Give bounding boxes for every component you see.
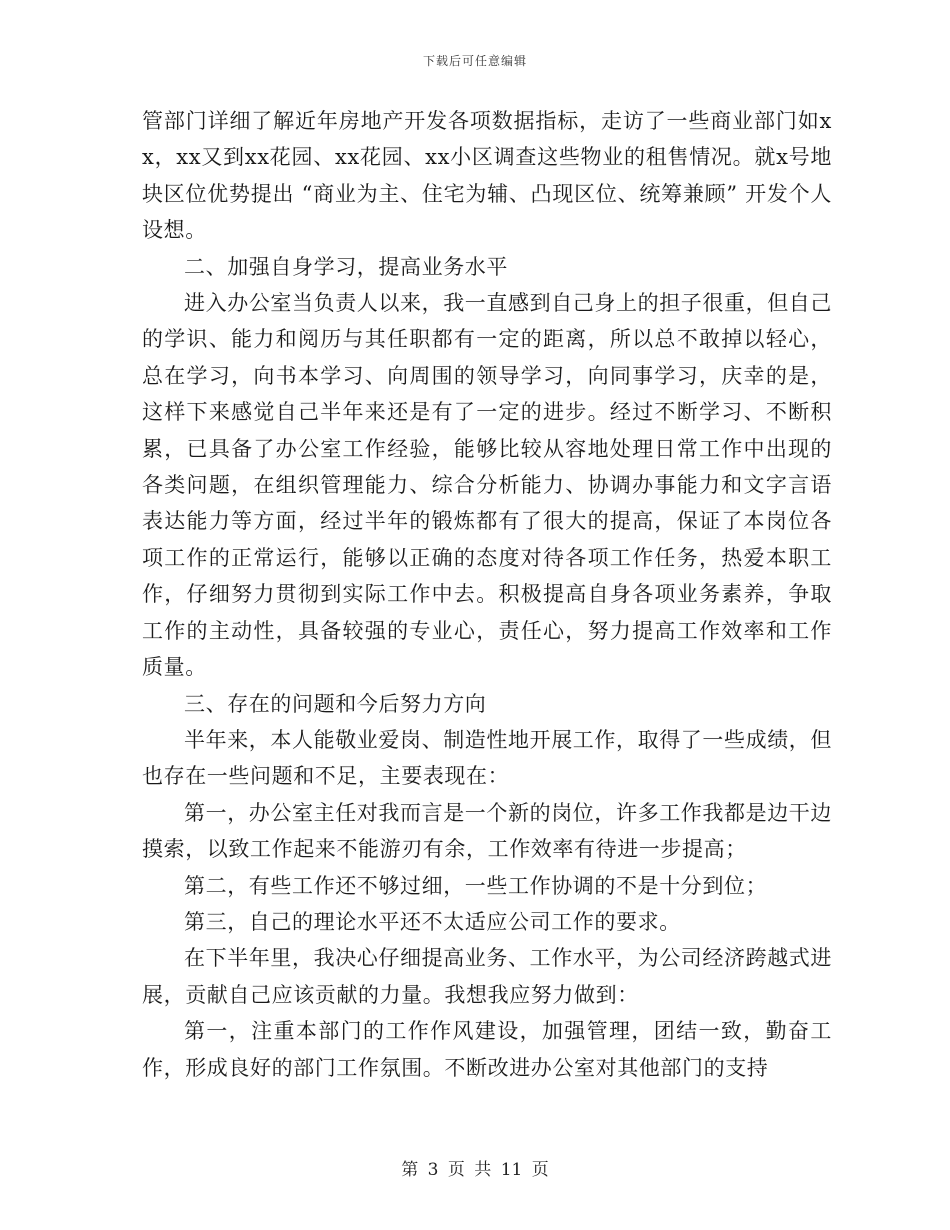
document-body bbox=[142, 103, 832, 1086]
paragraph-10: 第一，注重本部门的工作作风建设，加强管理，团结一致，勤奋工作，形成良好的部门工作氛围。不断改进办公室对其他部门的支持 bbox=[142, 1019, 832, 1080]
section-heading-3: 三、存在的问题和今后努力方向 bbox=[184, 691, 487, 716]
page-number-footer: 第 3 页 共 11 页 bbox=[401, 1160, 549, 1180]
paragraph-6: 第一，办公室主任对我而言是一个新的岗位，许多工作我都是边干边摸索，以致工作起来不能游刃有余，工作效率有待进一步提高； bbox=[142, 800, 832, 862]
paragraph-3: 进入办公室当负责人以来，我一直感到自己身上的担子很重，但自己的学识、能力和阅历与其任职都有一定的距离，所以总不敢掉以轻心，总在学习，向书本学习、向周围的领导学习，向同事学习，庆幸的是，这样下来感觉自己半年来还是有了一定的进步。经过不断学习、不断积累，已具备了办公室工作经验，能够比较从容地处理日常工作中出现的各类问题，在组织管理能力、综合分析能力、协调办事能力和文字言语表达能力等方面，经过半年的锻炼都有了很大的提高，保证了本岗位各项工作的正常运行，能够以正确的态度对待各项工作任务，热爱本职工作，仔细努力贯彻到实际工作中去。积极提高自身各项业务素养，争取工作的主动性，具备较强的专业心，责任心，努力提高工作效率和工作质量。 bbox=[142, 291, 832, 680]
paragraph-5: 半年来，本人能敬业爱岗、制造性地开展工作，取得了一些成绩，但也存在一些问题和不足，主要表现在： bbox=[142, 727, 832, 789]
page-header-note: 下载后可任意编辑 bbox=[422, 54, 527, 68]
section-heading-2: 二、加强自身学习，提高业务水平 bbox=[184, 254, 508, 279]
paragraph-1: 管部门详细了解近年房地产开发各项数据指标，走访了一些商业部门如xx，xx又到xx花园、xx花园、xx小区调查这些物业的租售情况。就x号地块区位优势提出 “商业为主、住宅为辅、凸现区位、统筹兼顾” 开发个人设想。 bbox=[142, 109, 832, 243]
paragraph-8: 第三，自己的理论水平还不太适应公司工作的要求。 bbox=[184, 909, 681, 934]
paragraph-7: 第二，有些工作还不够过细，一些工作协调的不是十分到位； bbox=[184, 873, 768, 898]
paragraph-9: 在下半年里，我决心仔细提高业务、工作水平，为公司经济跨越式进展，贡献自己应该贡献的力量。我想我应努力做到： bbox=[142, 946, 832, 1007]
